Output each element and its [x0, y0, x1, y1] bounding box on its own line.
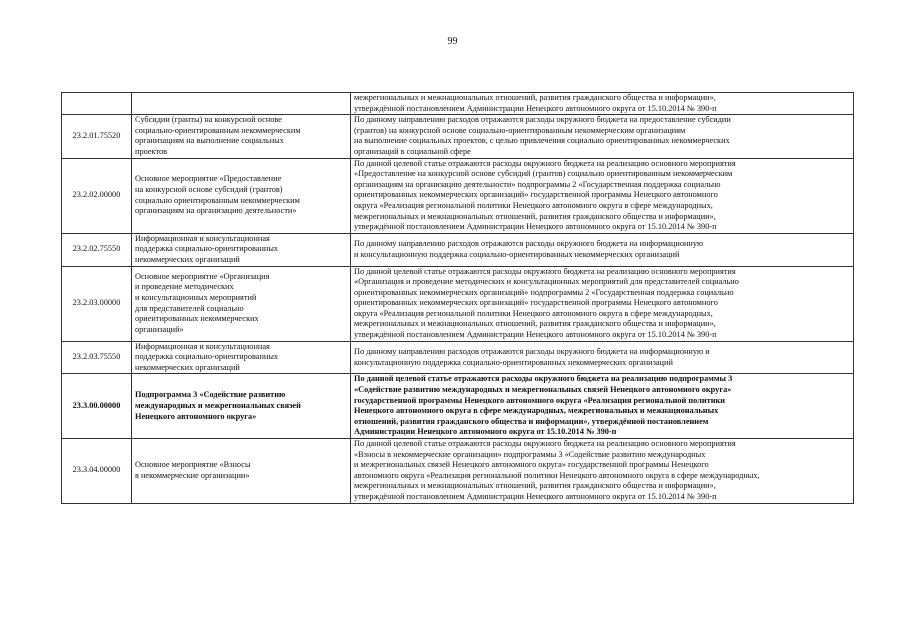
table-row — [62, 266, 854, 341]
target-article-code: 23.2.01.75520 — [62, 115, 132, 158]
table-row — [62, 341, 854, 374]
target-article-code: 23.3.04.00000 — [62, 439, 132, 504]
target-article-description — [351, 341, 854, 374]
target-article-description — [351, 374, 854, 439]
target-article-code — [62, 93, 132, 115]
description-line: По данной целевой статье отражаются расходы окружного бюджета на реализацию подпрограммы 3 — [354, 374, 733, 384]
name-line: Основное мероприятие «Организация — [135, 271, 270, 281]
target-article-code: 23.2.03.75550 — [62, 341, 132, 374]
description-line: утверждённой постановлением Администрации Ненецкого автономного округа от 15.10.2014 № 390-п — [354, 222, 717, 232]
description-line: «Взносы в некоммерческие организации» подпрограммы 3 «Содействие развитию международных — [354, 449, 706, 459]
description-line: государственной программы Ненецкого автономного округа «Реализация региональной политики — [354, 395, 726, 405]
name-line: Основное мероприятие «Предоставление — [135, 174, 282, 184]
name-line: Основное мероприятие «Взносы — [135, 460, 251, 470]
target-article-name — [132, 374, 351, 439]
name-line: проектов — [135, 146, 168, 156]
target-article-name — [132, 158, 351, 233]
description-line: утверждённой постановлением Администрации Ненецкого автономного округа от 15.10.2014 № 390-п — [354, 330, 717, 340]
description-line: межрегиональных и межнациональных отношений, развития гражданского общества и информации», — [354, 319, 716, 329]
description-line: ориентированных некоммерческих организаций» подпрограммы 2 «Государственная поддержка социально — [354, 287, 734, 297]
description-line: По данной целевой статье отражаются расходы окружного бюджета на реализацию основного мероприятия — [354, 266, 736, 276]
name-line: некоммерческих организаций — [135, 254, 240, 264]
description-line: По данному направлению расходов отражаются расходы окружного бюджета на предоставление субсидии — [354, 115, 731, 125]
name-line: ориентированных некоммерческих — [135, 314, 259, 324]
target-article-name — [132, 233, 351, 266]
description-line: Администрации Ненецкого автономного округа от 15.10.2014 № 390-п — [354, 427, 617, 437]
description-line: межрегиональных и межнациональных отношений, развития гражданского общества и информации», — [354, 211, 716, 221]
name-line: на конкурсной основе субсидий (грантов) — [135, 185, 283, 195]
target-article-name — [132, 341, 351, 374]
description-line: межрегиональных и межнациональных отношений, развития гражданского общества и информации», — [354, 481, 716, 491]
name-line: Субсидии (гранты) на конкурсной основе — [135, 115, 282, 125]
target-article-code: 23.2.02.00000 — [62, 158, 132, 233]
target-article-description — [351, 233, 854, 266]
name-line: и проведение методических — [135, 282, 234, 292]
description-line: По данной целевой статье отражаются расходы окружного бюджета на реализацию основного мероприятия — [354, 439, 736, 448]
description-line: организаций в социальной сфере — [354, 146, 471, 156]
target-article-code: 23.2.02.75550 — [62, 233, 132, 266]
name-line: и консультационных мероприятий — [135, 292, 257, 302]
description-line: организациям на организацию деятельности» подпрограммы 2 «Государственная поддержка социально — [354, 179, 721, 189]
table-row — [62, 93, 854, 115]
description-line: и консультационную поддержка социально-ориентированных некоммерческих организаций — [354, 249, 680, 259]
description-line: утверждённой постановлением Администрации Ненецкого автономного округа от 15.10.2014 № 390-п — [354, 491, 717, 501]
description-line: ориентированных некоммерческих организаций» государственной программы Ненецкого автономного — [354, 298, 718, 308]
target-article-description — [351, 158, 854, 233]
table-row — [62, 439, 854, 504]
name-line: поддержка социально-ориентированных — [135, 244, 279, 254]
table-row — [62, 374, 854, 439]
description-line: на выполнение социальных проектов, с целью привлечения социально ориентированных некоммерческих — [354, 136, 730, 146]
description-line: округа «Реализация региональной политики Ненецкого автономного округа в сфере международных, — [354, 200, 713, 210]
page-number: 99 — [447, 36, 458, 47]
description-line: «Предоставление на конкурсной основе субсидий (грантов) социально ориентированным некоммерческим — [354, 169, 733, 179]
description-line: утверждённой постановлением Администрации Ненецкого автономного округа от 15.10.2014 № 390-п — [354, 103, 717, 113]
description-line: консультационную поддержка социально-ориентированных некоммерческих организаций — [354, 357, 673, 367]
name-line: Информационная и консультационная — [135, 341, 270, 351]
description-line: отношений, развития гражданского общества и информации», утверждённой постановлением — [354, 416, 709, 426]
target-article-description — [351, 266, 854, 341]
budget-classification-table — [61, 92, 854, 504]
name-line: в некоммерческие организации» — [135, 470, 250, 480]
target-article-name — [132, 439, 351, 504]
name-line: Ненецкого автономного округа» — [135, 411, 257, 421]
target-article-name — [132, 115, 351, 158]
description-line: автономного округа «Реализация региональной политики Ненецкого автономного округа в сфере международных, — [354, 470, 760, 480]
name-line: некоммерческих организаций — [135, 362, 240, 372]
name-line: Подпрограмма 3 «Содействие развитию — [135, 390, 286, 400]
name-line: Информационная и консультационная — [135, 233, 270, 243]
name-line: международных и межрегиональных связей — [135, 400, 301, 410]
target-article-code: 23.3.00.00000 — [62, 374, 132, 439]
name-line: организаций» — [135, 324, 184, 334]
description-line: «Содействие развитию международных и межрегиональных связей Ненецкого автономного округа» — [354, 385, 732, 395]
name-line: для представителей социально — [135, 303, 244, 313]
description-line: «Организация и проведение методических и консультационных мероприятий для представителей социально — [354, 277, 739, 287]
table-body — [62, 93, 854, 504]
name-line: организациям на организацию деятельности» — [135, 206, 297, 216]
target-article-description — [351, 115, 854, 158]
description-line: округа «Реализация региональной политики Ненецкого автономного округа в сфере международных, — [354, 308, 713, 318]
description-line: По данному направлению расходов отражаются расходы окружного бюджета на информационную — [354, 239, 704, 249]
description-line: и межрегиональных связей Ненецкого автономного округа» государственной программы Ненецкого — [354, 460, 709, 470]
target-article-name — [132, 266, 351, 341]
target-article-name — [132, 93, 351, 115]
name-line: социально ориентированным некоммерческим — [135, 195, 300, 205]
description-line: Ненецкого автономного округа в сфере международных, межрегиональных и межнациональных — [354, 406, 719, 416]
table-row — [62, 115, 854, 158]
description-line: ориентированных некоммерческих организаций» государственной программы Ненецкого автономного — [354, 190, 718, 200]
target-article-code: 23.2.03.00000 — [62, 266, 132, 341]
name-line: поддержка социально-ориентированных — [135, 352, 279, 362]
table-row — [62, 233, 854, 266]
table-row — [62, 158, 854, 233]
description-line: межрегиональных и межнациональных отношений, развития гражданского общества и информации», — [354, 93, 716, 102]
target-article-description — [351, 93, 854, 115]
target-article-description — [351, 439, 854, 504]
description-line: По данному направлению расходов отражаются расходы окружного бюджета на информационную и — [354, 346, 710, 356]
description-line: (грантов) на конкурсной основе социально-ориентированным некоммерческим организациям — [354, 125, 686, 135]
name-line: организациям на выполнение социальных — [135, 136, 284, 146]
description-line: По данной целевой статье отражаются расходы окружного бюджета на реализацию основного мероприятия — [354, 158, 736, 168]
name-line: социально-ориентированным некоммерческим — [135, 125, 301, 135]
